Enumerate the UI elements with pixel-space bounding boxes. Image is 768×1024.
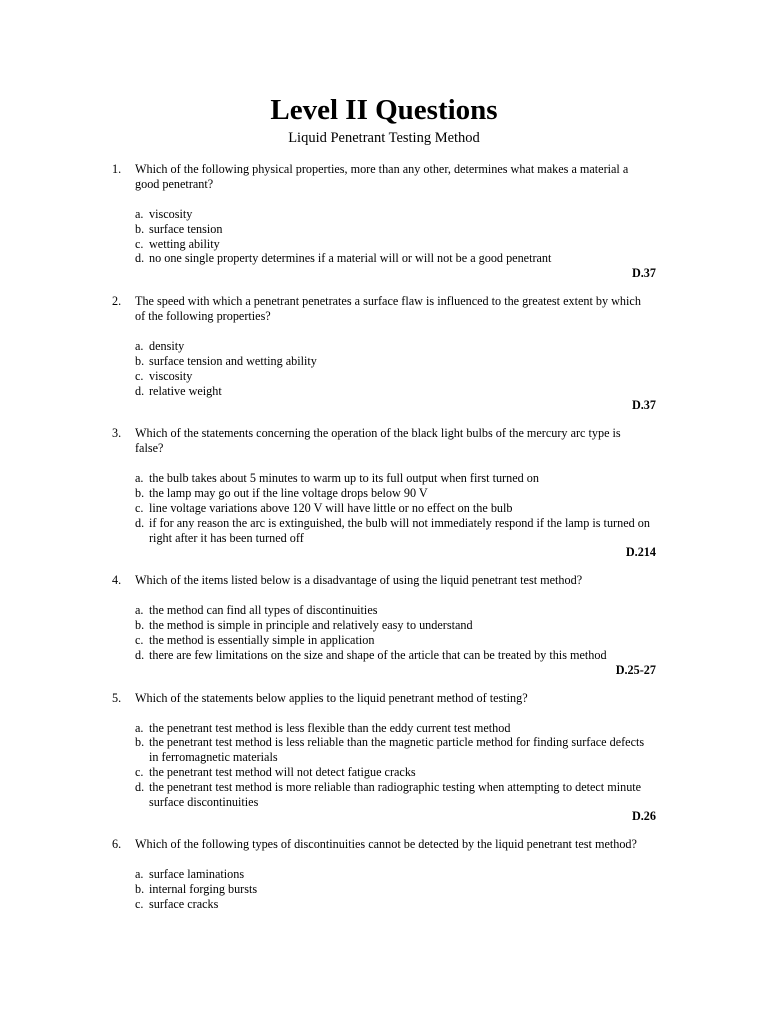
option-text: the penetrant test method is less reliable than the magnetic particle method for finding surface defects in ferromagnetic materials: [149, 735, 645, 765]
question-stem: [112, 162, 656, 192]
option-text: the lamp may go out if the line voltage drops below 90 V: [149, 486, 428, 501]
question-item: [112, 162, 656, 281]
answer-reference: D.37: [631, 398, 656, 413]
question-number: 2.: [112, 294, 122, 309]
option-text: the penetrant test method is less flexible than the eddy current test method: [149, 720, 511, 735]
option-letter: c.: [135, 236, 144, 251]
answer-option: [135, 633, 656, 648]
answer-option: [135, 735, 656, 765]
option-letter: a.: [135, 207, 144, 221]
question-item: [112, 294, 656, 413]
answer-option: [135, 486, 656, 501]
option-letter: d.: [135, 251, 145, 266]
question-text: Which of the statements concerning the operation of the black light bulbs of the mercury arc type is false?: [135, 426, 621, 456]
option-letter: c.: [135, 896, 144, 911]
question-list: [112, 162, 656, 912]
question-number: 4.: [112, 573, 122, 588]
page-subtitle: Liquid Penetrant Testing Method: [288, 130, 480, 146]
option-letter: b.: [135, 221, 145, 236]
option-text: surface cracks: [149, 896, 219, 911]
question-text: Which of the following physical properties, more than any other, determines what makes a material a good penetrant?: [135, 162, 629, 191]
answer-option: [135, 721, 656, 736]
option-letter: b.: [135, 353, 145, 368]
answer-reference: D.214: [625, 545, 656, 560]
option-letter: b.: [135, 882, 145, 897]
option-text: there are few limitations on the size and shape of the article that can be treated by this method: [149, 647, 607, 662]
option-letter: d.: [135, 383, 145, 398]
option-text: the method can find all types of discontinuities: [149, 603, 378, 618]
answer-option: [135, 780, 656, 810]
option-text: surface tension and wetting ability: [149, 353, 317, 368]
answer-option: [135, 354, 656, 369]
option-letter: a.: [135, 339, 144, 354]
answer-options: [112, 339, 656, 398]
answer-option: [135, 207, 656, 222]
answer-reference: D.37: [631, 266, 656, 281]
page-title: Level II Questions: [270, 94, 498, 126]
question-stem: [112, 691, 656, 706]
option-letter: b.: [135, 735, 145, 750]
question-stem: [112, 573, 656, 588]
option-letter: d.: [135, 779, 145, 794]
answer-option: [135, 501, 656, 516]
option-text: the penetrant test method is more reliable than radiographic testing when attempting to detect minute surface discontinuities: [149, 779, 642, 809]
question-number: 5.: [112, 690, 122, 705]
question-item: [112, 573, 656, 677]
option-text: no one single property determines if a material will or will not be a good penetrant: [149, 251, 552, 266]
question-item: [112, 691, 656, 825]
answer-option: [135, 384, 656, 399]
answer-options: [112, 207, 656, 266]
option-text: the method is essentially simple in application: [149, 632, 375, 647]
option-letter: b.: [135, 618, 145, 633]
answer-options: [112, 867, 656, 911]
answer-option: [135, 339, 656, 354]
question-text: Which of the following types of discontinuities cannot be detected by the liquid penetrant test method?: [135, 837, 637, 852]
option-text: the penetrant test method will not detect fatigue cracks: [149, 764, 416, 779]
option-text: surface tension: [149, 221, 223, 236]
question-text: The speed with which a penetrant penetrates a surface flaw is influenced to the greatest extent by which of the following properties?: [135, 294, 641, 324]
option-letter: a.: [135, 720, 144, 735]
question-text: Which of the items listed below is a disadvantage of using the liquid penetrant test method?: [135, 573, 583, 588]
option-letter: b.: [135, 486, 145, 501]
option-letter: a.: [135, 603, 144, 618]
question-stem: [112, 837, 656, 852]
answer-reference: D.25-27: [615, 662, 656, 677]
answer-option: [135, 882, 656, 897]
question-stem: [112, 426, 656, 456]
option-letter: c.: [135, 632, 144, 647]
option-text: the method is simple in principle and relatively easy to understand: [149, 618, 473, 633]
option-letter: d.: [135, 515, 145, 530]
option-letter: d.: [135, 647, 145, 662]
answer-options: [112, 603, 656, 662]
question-number: 3.: [112, 426, 122, 441]
answer-options: [112, 721, 656, 810]
answer-option: [135, 603, 656, 618]
question-item: [112, 426, 656, 560]
answer-option: [135, 369, 656, 384]
option-text: wetting ability: [149, 236, 220, 251]
answer-reference: D.26: [631, 809, 656, 824]
option-letter: a.: [135, 471, 144, 486]
answer-option: [135, 618, 656, 633]
answer-option: [135, 251, 656, 266]
question-number: 1.: [112, 162, 122, 176]
option-letter: a.: [135, 867, 144, 882]
option-letter: c.: [135, 368, 144, 383]
option-text: relative weight: [149, 383, 222, 398]
answer-option: [135, 765, 656, 780]
answer-options: [112, 471, 656, 545]
answer-option: [135, 867, 656, 882]
option-text: internal forging bursts: [149, 882, 258, 897]
question-number: 6.: [112, 837, 122, 852]
question-item: [112, 837, 656, 911]
option-text: surface laminations: [149, 867, 245, 882]
option-text: line voltage variations above 120 V will have little or no effect on the bulb: [149, 500, 513, 515]
question-stem: [112, 294, 656, 324]
answer-option: [135, 897, 656, 912]
answer-option: [135, 222, 656, 237]
answer-option: [135, 237, 656, 252]
option-text: viscosity: [149, 368, 193, 383]
question-text: Which of the statements below applies to the liquid penetrant method of testing?: [135, 690, 528, 705]
option-text: the bulb takes about 5 minutes to warm up to its full output when first turned on: [149, 471, 539, 486]
answer-option: [135, 471, 656, 486]
option-text: if for any reason the arc is extinguished, the bulb will not immediately respond if the lamp is turned on right after it has been turned off: [149, 515, 650, 545]
answer-option: [135, 516, 656, 546]
option-text: viscosity: [149, 207, 193, 221]
option-text: density: [149, 339, 185, 354]
option-letter: c.: [135, 500, 144, 515]
option-letter: c.: [135, 764, 144, 779]
answer-option: [135, 648, 656, 663]
